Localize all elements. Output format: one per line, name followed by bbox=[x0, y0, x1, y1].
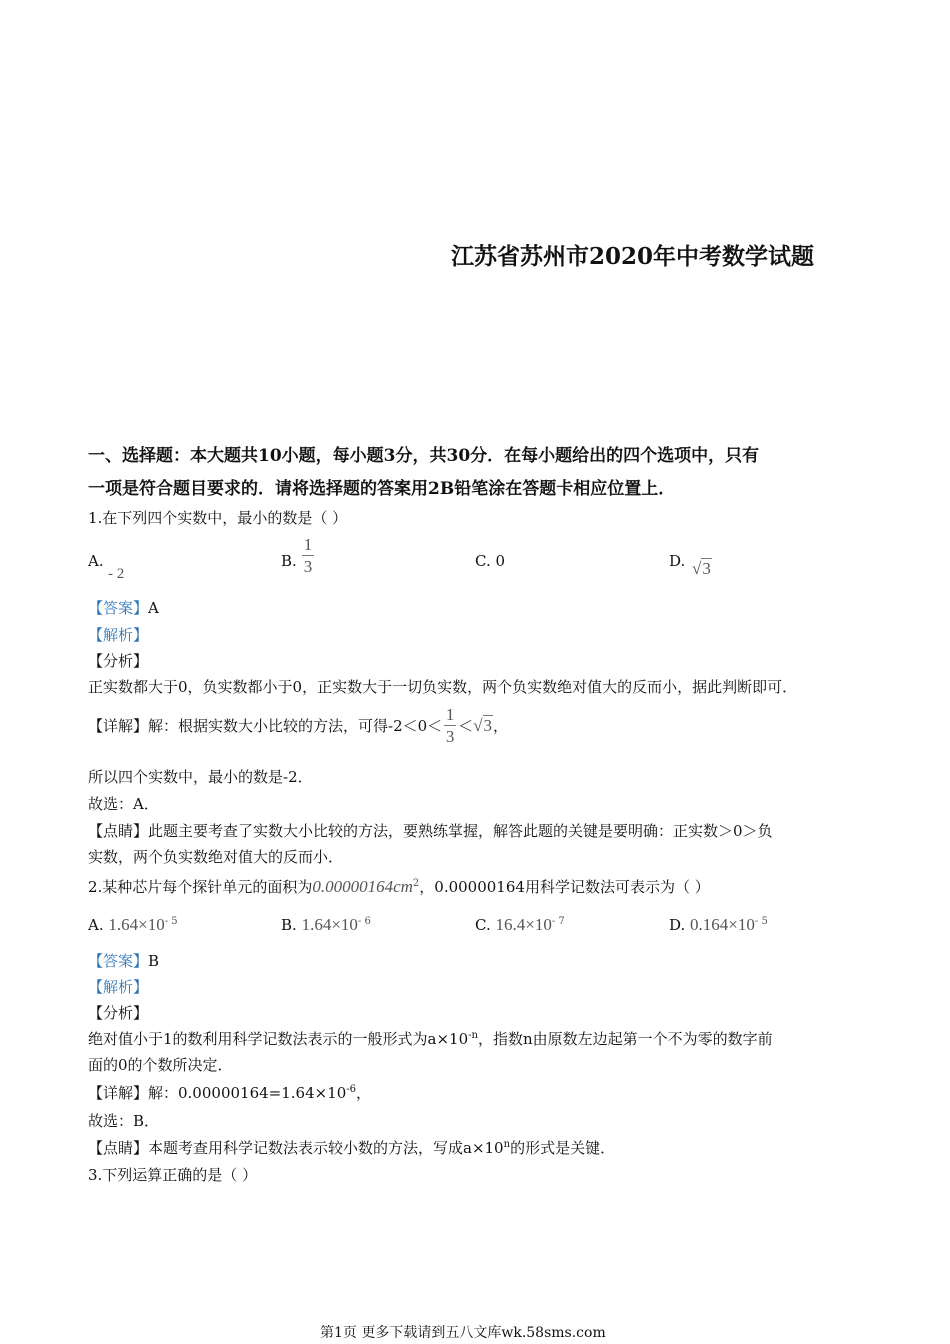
q2-fenxi-line1-b: ，指数n由原数左边起第一个不为零的数字前 bbox=[477, 1030, 773, 1048]
q1-fenxi-text: 正实数都大于0，负实数都小于0，正实数大于一切负实数，两个负实数绝对值大的反而小，据此判断即可． bbox=[88, 678, 798, 696]
q2-option-a bbox=[88, 915, 178, 935]
q1-answer-tag: 【答案】 bbox=[88, 599, 149, 617]
q2-option-d-label: D. bbox=[669, 916, 686, 934]
q2-option-c-label: C. bbox=[475, 916, 491, 934]
q2-stem-math: 0.00000164cm bbox=[312, 877, 413, 896]
q2-option-b bbox=[281, 915, 371, 935]
q1-detail-radicand: 3 bbox=[483, 715, 493, 735]
section-heading-line2: 一项是符合题目要求的．请将选择题的答案用2B铅笔涂在答题卡相应位置上． bbox=[88, 479, 676, 499]
q2-option-b-base: 1.64×10 bbox=[301, 915, 358, 934]
q2-choose: 故选：B． bbox=[88, 1112, 160, 1130]
q1-choose: 故选：A． bbox=[88, 795, 159, 813]
q1-detail bbox=[88, 706, 508, 745]
q1-stem: 1.在下列四个实数中，最小的数是（ ） bbox=[88, 509, 348, 527]
q2-dianjing-a: 【点睛】本题考查用科学记数法表示较小数的方法，写成a×10 bbox=[88, 1139, 504, 1157]
q2-option-d-base: 0.164×10 bbox=[690, 915, 755, 934]
q1-analysis-tag: 【解析】 bbox=[88, 626, 149, 644]
q1-answer-value: A bbox=[148, 599, 159, 617]
q2-fenxi-line1 bbox=[88, 1028, 773, 1049]
q2-option-a-exp: - 5 bbox=[164, 916, 178, 927]
q2-option-d bbox=[669, 915, 768, 935]
q2-fenxi-line1-a: 绝对值小于1的数利用科学记数法表示的一般形式为a×10 bbox=[88, 1030, 469, 1048]
q1-option-d-radicand: 3 bbox=[702, 559, 711, 578]
q2-dianjing-sup: n bbox=[503, 1139, 511, 1150]
q1-detail-sqrt: √3 bbox=[473, 715, 493, 735]
q2-option-d-exp: - 5 bbox=[754, 916, 768, 927]
page-title: 江苏省苏州市2020年中考数学试题 bbox=[451, 243, 815, 270]
q2-fenxi-tag: 【分析】 bbox=[88, 1004, 149, 1022]
q2-option-b-label: B. bbox=[281, 916, 297, 934]
q1-detail-end: ， bbox=[493, 717, 509, 735]
q1-option-b-fraction bbox=[302, 536, 314, 575]
q3-stem: 3.下列运算正确的是（ ） bbox=[88, 1166, 258, 1184]
q2-option-a-base: 1.64×10 bbox=[108, 915, 165, 934]
q2-answer-tag: 【答案】 bbox=[88, 952, 149, 970]
q1-option-a bbox=[88, 552, 104, 570]
q1-dianjing-line2: 实数，两个负实数绝对值大的反而小． bbox=[88, 848, 344, 866]
q2-stem-prefix: 2.某种芯片每个探针单元的面积为 bbox=[88, 878, 313, 896]
q2-dianjing bbox=[88, 1137, 615, 1158]
q1-option-a-value: - 2 bbox=[108, 566, 125, 582]
q1-detail-lt: ＜ bbox=[458, 717, 474, 735]
q1-option-c: C. 0 bbox=[475, 552, 506, 570]
q2-fenxi-line1-sup: -n bbox=[468, 1030, 478, 1041]
q1-option-b-numerator: 1 bbox=[303, 535, 313, 554]
q1-fenxi-tag: 【分析】 bbox=[88, 652, 149, 670]
q2-answer-value: B bbox=[148, 952, 160, 970]
q2-stem-suffix: ，0.00000164用科学记数法可表示为（ ） bbox=[419, 878, 710, 896]
q1-option-b bbox=[281, 552, 297, 570]
section-heading-line1: 一、选择题：本大题共10小题，每小题3分，共30分．在每小题给出的四个选项中，只有 bbox=[88, 446, 760, 466]
q2-detail bbox=[88, 1082, 371, 1103]
q1-detail-prefix: 【详解】解：根据实数大小比较的方法，可得-2＜0＜ bbox=[88, 717, 443, 735]
q1-conclusion: 所以四个实数中，最小的数是-2． bbox=[88, 768, 313, 786]
q1-detail-frac-den: 3 bbox=[445, 727, 455, 746]
q1-answer bbox=[88, 597, 159, 618]
q2-option-c-base: 16.4×10 bbox=[495, 915, 552, 934]
q1-option-d-label: D. bbox=[669, 552, 686, 570]
q2-answer bbox=[88, 950, 159, 971]
q2-option-c bbox=[475, 915, 565, 935]
q1-option-a-label: A. bbox=[88, 552, 104, 570]
q2-fenxi-line2: 面的0的个数所决定． bbox=[88, 1056, 233, 1074]
q2-option-c-exp: - 7 bbox=[551, 916, 565, 927]
q2-stem bbox=[88, 876, 710, 897]
q2-detail-a: 【详解】解：0.00000164=1.64×10 bbox=[88, 1084, 347, 1102]
q2-analysis-tag: 【解析】 bbox=[88, 978, 149, 996]
q2-option-a-label: A. bbox=[88, 916, 104, 934]
q1-option-b-denominator: 3 bbox=[303, 557, 313, 576]
q1-dianjing-line1: 【点睛】此题主要考查了实数大小比较的方法，要熟练掌握，解答此题的关键是要明确：正实数＞0＞负 bbox=[88, 822, 773, 840]
q2-detail-sup: -6 bbox=[346, 1084, 357, 1095]
q1-detail-frac-num: 1 bbox=[445, 705, 455, 724]
q2-dianjing-b: 的形式是关键． bbox=[510, 1139, 616, 1157]
q1-option-d-sqrt: √3 bbox=[692, 559, 711, 578]
q2-detail-b: ， bbox=[356, 1084, 372, 1102]
q1-option-d bbox=[669, 552, 685, 570]
q2-stem-sup: 2 bbox=[412, 878, 420, 889]
q1-option-b-label: B. bbox=[281, 552, 297, 570]
q2-option-b-exp: - 6 bbox=[357, 916, 371, 927]
page-footer: 第1页 更多下载请到五八文库wk.58sms.com bbox=[320, 1325, 606, 1341]
